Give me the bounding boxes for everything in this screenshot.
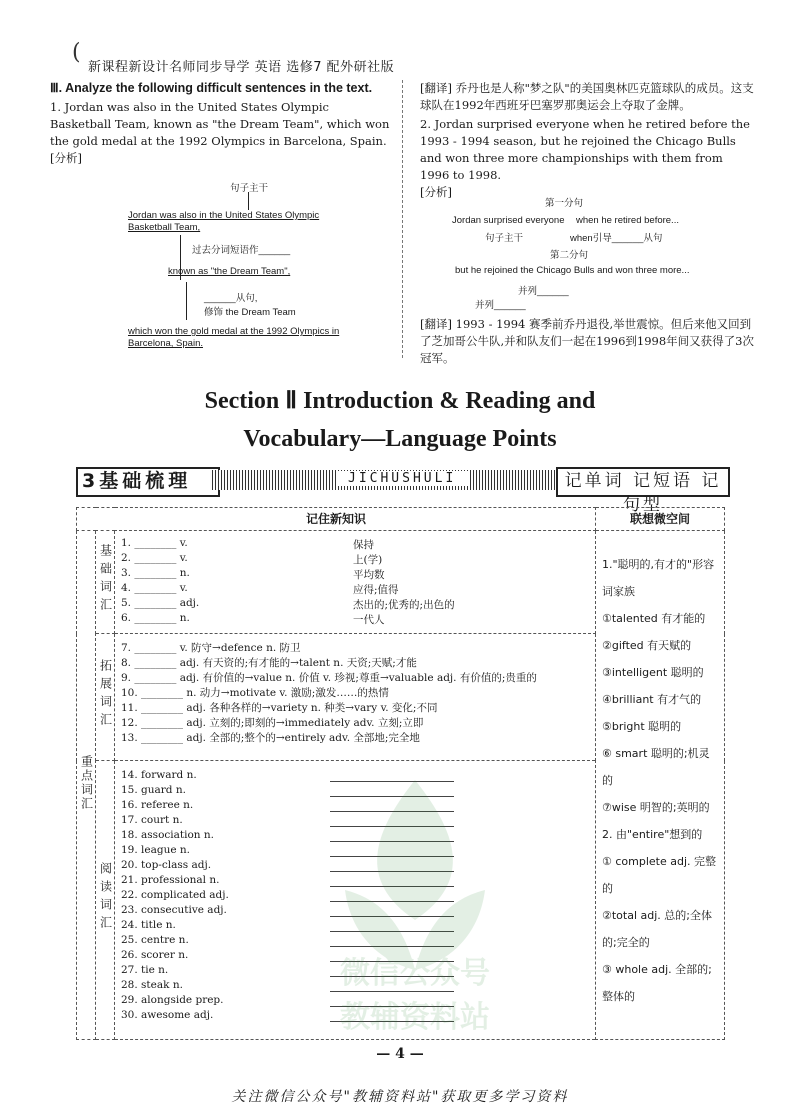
basic-words <box>115 531 596 634</box>
which-clause-line1: which won the gold medal at the 1992 Olympics in <box>128 326 340 337</box>
word-prompt: 23. consecutive adj. <box>121 904 227 916</box>
word-prompt: 13. ________ adj. 全部的;整个的→entirely adv. 全部地;完全地 <box>121 732 420 744</box>
banner-subtitle: 记单词 记短语 记句型 <box>556 467 730 497</box>
modifies-label: 修饰 the Dream Team <box>204 307 296 318</box>
note-item: ⑥ smart 聪明的;机灵的 <box>602 747 710 787</box>
word-prompt: 21. professional n. <box>121 874 220 886</box>
main-clause-line1: Jordan was also in the United States Olympic <box>128 210 320 221</box>
second-clause-label: 第二分句 <box>550 250 589 261</box>
table-row <box>115 597 595 612</box>
section-title-line1: Section Ⅱ Introduction & Reading and <box>204 388 596 414</box>
word-definition: 保持 <box>353 539 374 551</box>
parallel-label-2: 并列______ <box>475 300 526 311</box>
note-item: ⑦wise 明智的;英明的 <box>602 801 710 814</box>
which-clause-line2: Barcelona, Spain. <box>128 338 203 349</box>
note-item: ③ whole adj. 全部的;整体的 <box>602 963 712 1003</box>
word-prompt: 27. tie n. <box>121 964 169 976</box>
word-prompt: 4. ________ v. <box>121 582 188 594</box>
word-definition: 平均数 <box>353 569 385 581</box>
main-label-2: 句子主干 <box>485 233 524 244</box>
parallel-label-1: 并列______ <box>518 286 569 297</box>
table-row <box>115 715 595 730</box>
sentence-1-diagram <box>80 180 380 350</box>
main-clause-label: 句子主干 <box>230 183 269 194</box>
word-prompt: 12. ________ adj. 立刻的;即刻的→immediately adv. 立刻;立即 <box>121 717 424 729</box>
exercise-heading: Ⅲ. Analyze the following difficult sentences in the text. <box>50 81 373 95</box>
table-row <box>115 582 595 597</box>
word-definition: 杰出的;优秀的;出色的 <box>353 599 455 611</box>
table-row <box>115 640 595 655</box>
group-basic-label: 基础词汇 <box>96 531 115 634</box>
running-header: 新课程新设计名师同步导学 英语 选修7 配外研社版 <box>88 60 395 75</box>
column-divider <box>402 80 403 358</box>
right-column <box>420 80 755 201</box>
analysis-label: [分析] <box>50 151 82 165</box>
section-banner <box>76 467 726 515</box>
when-label: when引导______从句 <box>570 233 663 244</box>
word-prompt: 29. alongside prep. <box>121 994 224 1006</box>
first-clause-label: 第一分句 <box>545 198 584 209</box>
word-definition: 一代人 <box>353 614 385 626</box>
translation-2-text: 1993 - 1994 赛季前乔丹退役,举世震惊。但后来他又回到了芝加哥公牛队,并和队友们一起在1996到1998年间又获得了3次冠军。 <box>420 317 755 365</box>
translation-2 <box>420 316 755 367</box>
watermark-line2: 教辅资料站 <box>340 1000 490 1035</box>
note-item: 1."聪明的,有才的"形容词家族 <box>602 558 715 598</box>
clause-1b: when he retired before... <box>576 215 679 226</box>
word-prompt: 19. league n. <box>121 844 191 856</box>
clause-label: ______从句, <box>204 293 258 304</box>
page-number: — 4 — <box>376 1046 424 1062</box>
participle-label: 过去分词短语作______ <box>192 245 291 256</box>
clause-1a: Jordan surprised everyone <box>452 215 565 226</box>
word-prompt: 9. ________ adj. 有价值的→value n. 价值 v. 珍视;尊重→valuable adj. 有价值的;贵重的 <box>121 672 537 684</box>
word-prompt: 26. scorer n. <box>121 949 189 961</box>
group-reading-label: 阅读词汇 <box>96 761 115 1040</box>
analysis-label-2: [分析] <box>420 185 452 199</box>
word-definition: 上(学) <box>353 554 383 566</box>
note-item: ⑤bright 聪明的 <box>602 720 682 733</box>
note-item: ③intelligent 聪明的 <box>602 666 704 679</box>
word-prompt: 15. guard n. <box>121 784 186 796</box>
sentence-1: 1. Jordan was also in the United States Olympic Basketball Team, known as "the Dream Team", which won the gold medal at the 1992 Olympics in Barcelona, Spain. <box>50 100 390 148</box>
main-clause-line2: Basketball Team, <box>128 222 201 233</box>
word-prompt: 7. ________ v. 防守→defence n. 防卫 <box>121 642 301 654</box>
word-prompt: 22. complicated adj. <box>121 889 229 901</box>
group-main-label: 重点词汇 <box>77 531 96 1040</box>
word-prompt: 3. ________ n. <box>121 567 190 579</box>
table-row <box>115 730 595 745</box>
note-item: ①talented 有才能的 <box>602 612 706 625</box>
word-prompt: 16. referee n. <box>121 799 194 811</box>
word-prompt: 5. ________ adj. <box>121 597 200 609</box>
sentence-2-diagram <box>450 195 750 310</box>
watermark-line1: 微信公众号 <box>340 956 490 991</box>
left-column <box>50 80 390 167</box>
word-prompt: 8. ________ adj. 有天资的;有才能的→talent n. 天资;天赋;才能 <box>121 657 417 669</box>
known-as-phrase: known as "the Dream Team", <box>168 266 291 277</box>
word-prompt: 17. court n. <box>121 814 183 826</box>
note-item: 2. 由"entire"想到的 <box>602 828 703 841</box>
table-head-left: 记住新知识 <box>77 508 596 531</box>
note-item: ④brilliant 有才气的 <box>602 693 702 706</box>
table-row <box>115 567 595 582</box>
table-row <box>115 685 595 700</box>
section-title-line2: Vocabulary—Language Points <box>243 426 557 452</box>
word-prompt: 28. steak n. <box>121 979 183 991</box>
extended-words <box>115 634 596 761</box>
word-prompt: 20. top-class adj. <box>121 859 212 871</box>
arrow-up-icon <box>186 282 187 320</box>
banner-title: 3基础梳理 <box>76 467 220 497</box>
word-prompt: 24. title n. <box>121 919 176 931</box>
table-row <box>115 670 595 685</box>
banner-pinyin: JICHUSHULI <box>336 471 468 486</box>
word-prompt: 18. association n. <box>121 829 214 841</box>
word-prompt: 11. ________ adj. 各种各样的→variety n. 种类→vary v. 变化;不同 <box>121 702 438 714</box>
header-bracket-icon: ( <box>72 40 81 65</box>
watermark <box>305 770 525 1050</box>
table-head-right: 联想微空间 <box>596 508 725 531</box>
group-extended-label: 拓展词汇 <box>96 634 115 761</box>
note-item: ②total adj. 总的;全体的;完全的 <box>602 909 712 949</box>
table-row <box>115 655 595 670</box>
word-prompt: 30. awesome adj. <box>121 1009 214 1021</box>
word-definition: 应得;值得 <box>353 584 399 596</box>
table-row <box>115 552 595 567</box>
table-row <box>115 700 595 715</box>
word-prompt: 6. ________ n. <box>121 612 190 624</box>
footer-note: 关注微信公众号"教辅资料站"获取更多学习资料 <box>231 1089 569 1105</box>
translation-1 <box>420 80 755 114</box>
translation-2-label: [翻译] <box>420 317 452 331</box>
clause-2: but he rejoined the Chicago Bulls and won three more... <box>455 265 690 276</box>
word-prompt: 2. ________ v. <box>121 552 188 564</box>
note-item: ① complete adj. 完整的 <box>602 855 717 895</box>
table-row <box>115 612 595 627</box>
note-item: ②gifted 有天赋的 <box>602 639 692 652</box>
translation-1-label: [翻译] <box>420 81 452 95</box>
word-prompt: 14. forward n. <box>121 769 197 781</box>
word-prompt: 1. ________ v. <box>121 537 188 549</box>
table-row <box>115 537 595 552</box>
association-notes <box>596 531 725 1040</box>
arrow-down-icon <box>248 192 249 210</box>
sentence-2: 2. Jordan surprised everyone when he retired before the 1993 - 1994 season, but he rejoined the Chicago Bulls and won three more championships with them from 1996 to 1998. <box>420 117 750 182</box>
translation-1-text: 乔丹也是人称"梦之队"的美国奥林匹克篮球队的成员。这支球队在1992年西班牙巴塞罗那奥运会上夺取了金牌。 <box>420 81 754 112</box>
word-prompt: 25. centre n. <box>121 934 189 946</box>
word-prompt: 10. ________ n. 动力→motivate v. 激励;激发……的热情 <box>121 687 389 699</box>
